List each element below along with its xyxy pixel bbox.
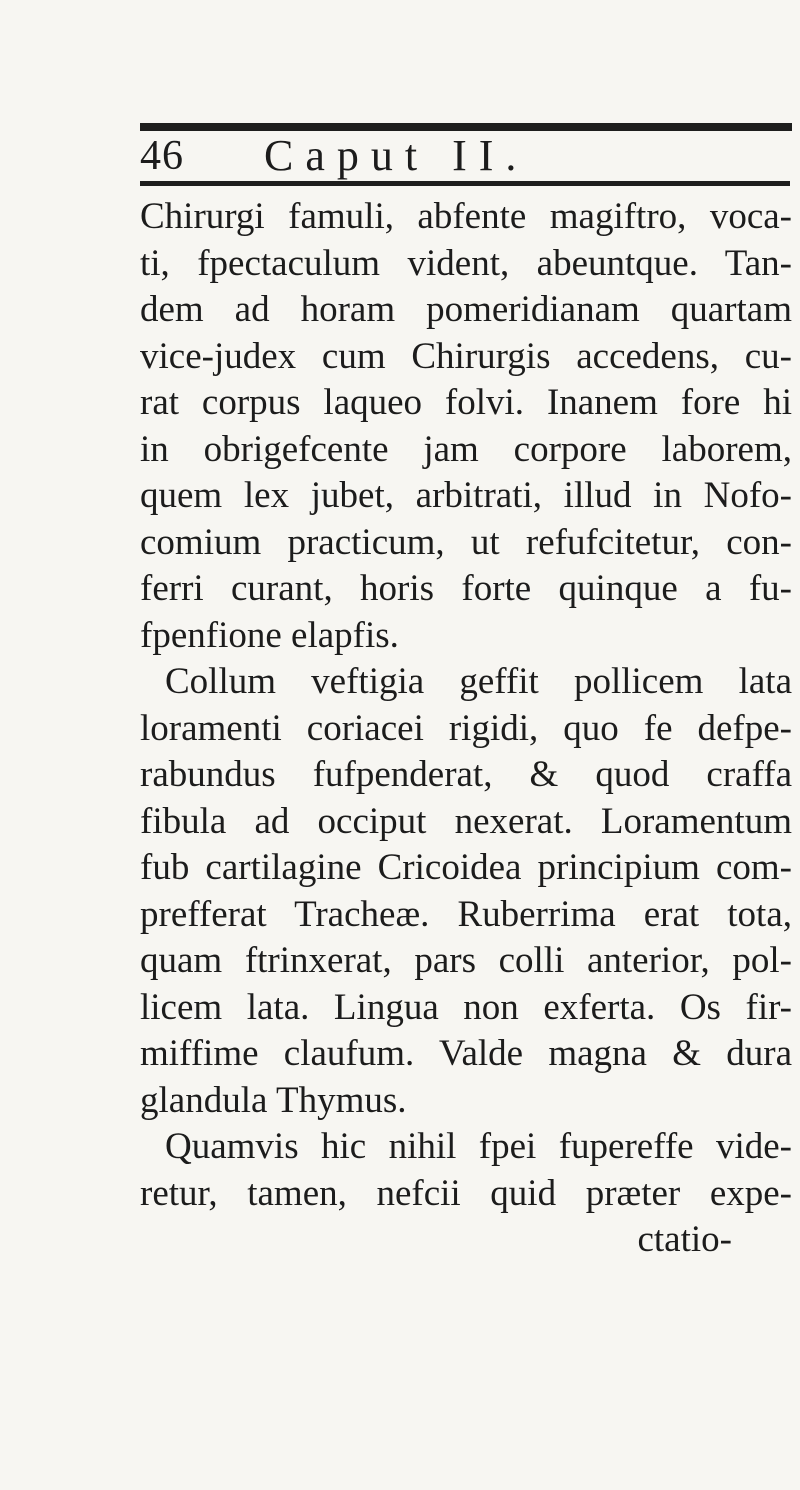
- text-line: loramenti coriacei rigidi, quo fe defpe-: [140, 707, 792, 749]
- text-line: in obrigefcente jam corpore laborem,: [140, 428, 792, 470]
- catchword: ctatio-: [637, 1219, 732, 1260]
- text-line: ferri curant, horis forte quinque a fu-: [140, 568, 792, 609]
- header-rule-bottom: [140, 181, 790, 186]
- text-line: comium practicum, ut refufcitetur, con-: [140, 521, 792, 563]
- text-line: vice-judex cum Chirurgis accedens, cu-: [140, 335, 792, 377]
- text-line-paragraph-start: Quamvis hic nihil fpei fupereffe vide-: [165, 1126, 792, 1167]
- text-line: dem ad horam pomeridianam quartam: [140, 289, 792, 330]
- text-line: Chirurgi famuli, abfente magiftro, voca-: [140, 196, 792, 237]
- text-line: rat corpus laqueo folvi. Inanem fore hi: [140, 382, 792, 423]
- text-line: fibula ad occiput nexerat. Loramentum: [140, 800, 792, 842]
- text-line: ti, fpectaculum vident, abeuntque. Tan-: [140, 242, 792, 284]
- text-line: licem lata. Lingua non exferta. Os fir-: [140, 986, 792, 1028]
- running-head: Caput II.: [264, 131, 529, 180]
- body-text: [140, 194, 792, 1264]
- text-line-paragraph-start: Collum veftigia geffit pollicem lata: [165, 661, 792, 702]
- text-line: quam ftrinxerat, pars colli anterior, pol-: [140, 940, 792, 981]
- page-number: 46: [140, 133, 184, 179]
- text-line: fub cartilagine Cricoidea principium com-: [140, 847, 792, 888]
- text-line-paragraph-end: glandula Thymus.: [140, 1079, 407, 1121]
- text-line-paragraph-end: fpenfione elapfis.: [140, 614, 399, 656]
- text-line: quem lex jubet, arbitrati, illud in Nofo-: [140, 475, 792, 516]
- text-line: rabundus fufpenderat, & quod craffa: [140, 754, 792, 795]
- text-line: prefferat Tracheæ. Ruberrima erat tota,: [140, 893, 792, 935]
- text-line: retur, tamen, nefcii quid præter expe-: [140, 1172, 792, 1214]
- text-line: miffime claufum. Valde magna & dura: [140, 1033, 792, 1074]
- page-header: [140, 128, 792, 188]
